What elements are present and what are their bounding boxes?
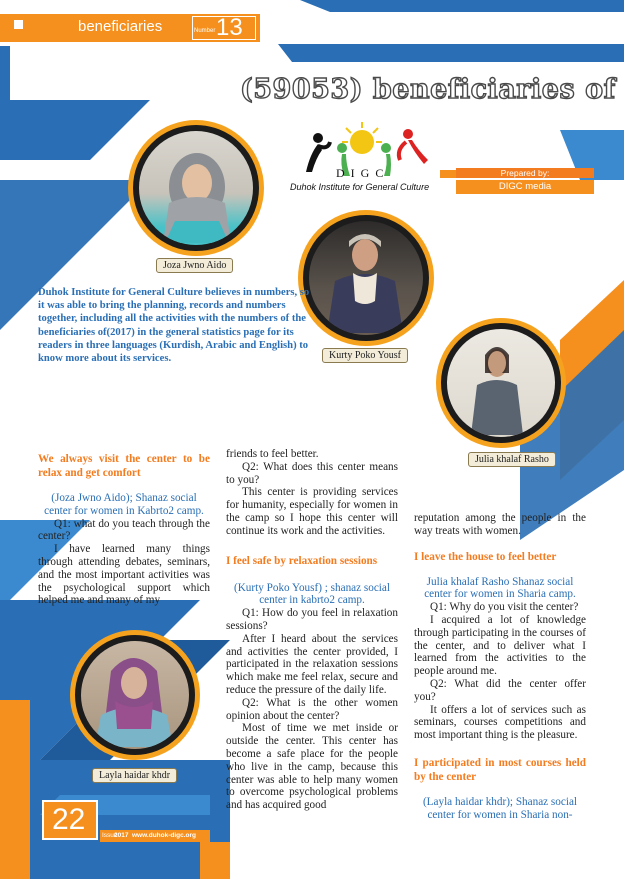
logo-letters: DIGC [336,166,390,180]
question: Q1: How do you feel in relaxation sessions? [226,607,398,632]
prepared-by: DIGC media [456,180,594,194]
byline-joza: (Joza Jwno Aido); Shanaz social center for women in Kabrto2 camp. [44,492,204,517]
issue-number: 13 [216,14,243,41]
intro-paragraph: Duhok Institute for General Culture believes in numbers, so it was able to bring the planning, records and numbers together, including all the activities with the numbers of the beneficiaries of(2017) in the general statistics page for its readers in three languages (Kurdish, Arabic and English) to know more about its services. [38,287,310,365]
digc-logo [290,120,446,200]
answer: This center is providing services for humanity, especially for women in the camp so I hope this center will continue its work and the activities. [226,486,398,537]
continuation: friends to feel better. [226,448,319,460]
photo-julia [436,318,566,448]
logo-name: Duhok Institute for General Culture [290,182,430,192]
portrait-icon [139,131,251,243]
answer: I acquired a lot of knowledge through participating in the courses of the center, and to deliver what I learned from the activities to the people around me. [414,613,586,678]
header-square-icon [14,20,23,29]
photo-layla [70,630,200,760]
answer: After I heard about the services and activities the center provided, I participated in the relaxation sessions which make me feel relax, secure and reduce the pressure of the daily life. [226,632,398,696]
question: Q1: what do you teach through the center? [38,517,210,543]
continuation: reputation among the people in the way treats with women. [414,512,586,537]
question: Q1: Why do you visit the center? [430,601,579,614]
photo-joza [128,120,264,256]
heading-kurty: I feel safe by relaxation sessions [226,554,378,567]
byline-layla: (Layla haidar khdr); Shanaz social center for women in Sharia non- [422,795,578,821]
prepared-label: Prepared by: [456,168,594,178]
heading-joza: We always visit the center to be relax and get comfort [38,453,210,479]
column-3 [414,512,586,822]
answer: I have learned many things through attending debates, seminars, and the most important activities was the psychological support which helped me and many of my [38,543,210,607]
heading-layla: I participated in most courses held by the center [414,756,586,783]
caption-joza: Joza Jwno Aido [156,258,233,273]
caption-kurty: Kurty Poko Yousf [322,348,408,363]
photo-kurty [298,210,434,346]
section-label: beneficiaries [78,18,163,35]
portrait-icon [447,329,553,435]
footer-issue: Issue [102,832,118,839]
column-2 [226,448,398,812]
footer-website-link[interactable]: www.duhok-digc.org [132,832,197,839]
byline-julia: Julia khalaf Rasho Shanaz social center for women in Sharia camp. [424,575,576,601]
question: Q2: What is the other women opinion about the center? [226,696,398,722]
caption-julia: Julia khalaf Rasho [468,452,556,467]
portrait-icon [309,221,421,333]
column-1 [38,452,210,607]
question: Q2: What does this center means to you? [226,460,398,486]
prepared-by-box [456,168,594,194]
footer-year: 2017 [114,832,129,839]
number-label: Number [194,28,216,34]
portrait-icon [81,641,187,747]
heading-julia: I leave the house to feel better [414,550,557,563]
page-number: 22 [52,803,86,836]
page-title: (59053) beneficiaries of [240,74,616,105]
question: Q2: What did the center offer you? [414,677,586,703]
answer: Most of time we met inside or outside the center. This center has become a safe place for the people who live in the camp, because this center was able to help many women to overcome psychological problems and has acquired good [226,722,398,812]
byline-kurty: (Kurty Poko Yousf) ; shanaz social center in kabrto2 camp. [234,581,390,607]
caption-layla: Layla haidar khdr [92,768,177,783]
answer: It offers a lot of services such as seminars, courses competitions and most important thing is the pleasure. [414,703,586,742]
